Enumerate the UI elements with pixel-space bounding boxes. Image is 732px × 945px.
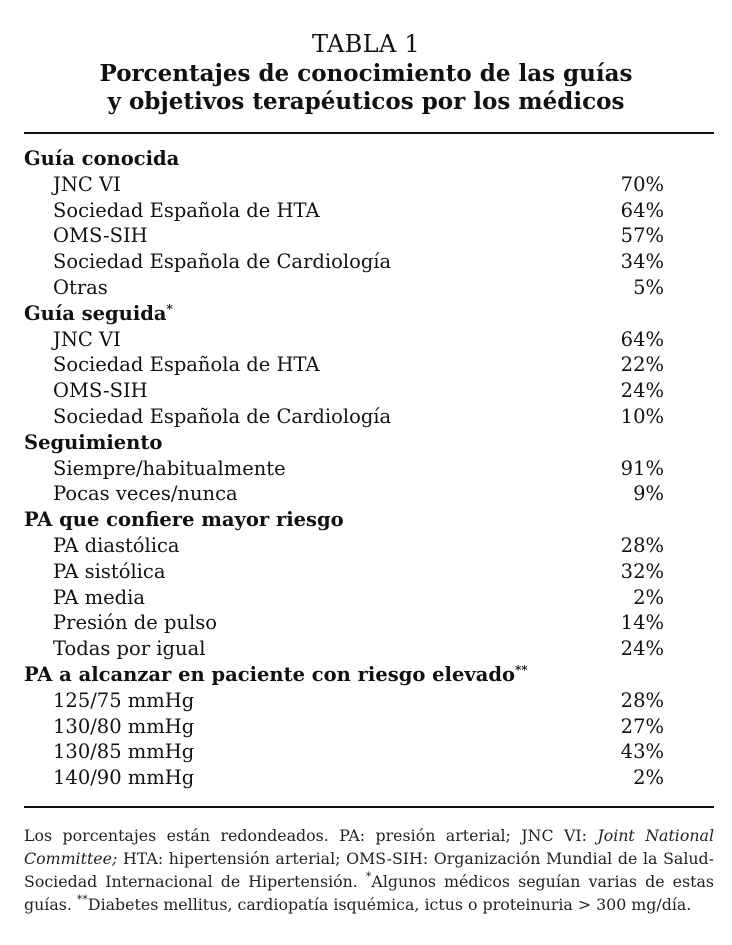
row-label: OMS-SIH [53, 224, 148, 248]
table-row [24, 559, 664, 585]
footnote-part-4: Diabetes mellitus, cardiopatía isquémica, ictus o proteinuria > 300 mg/día. [87, 895, 692, 914]
table-body [24, 146, 664, 791]
row-value: 28% [620, 533, 664, 557]
bottom-rule [24, 806, 714, 808]
table-row [24, 327, 664, 353]
table-row [24, 714, 664, 740]
title-line-1: Porcentajes de conocimiento de las guías [99, 60, 633, 87]
section-heading [24, 301, 173, 327]
table-section [24, 662, 664, 791]
section-heading-marker: ** [514, 662, 528, 677]
top-rule [24, 132, 714, 134]
section-heading [24, 430, 162, 456]
table-row [24, 636, 664, 662]
section-heading [24, 662, 528, 688]
row-value: 24% [620, 379, 664, 403]
row-value: 28% [620, 688, 664, 712]
row-label: Sociedad Española de Cardiología [53, 250, 392, 274]
row-label: 130/80 mmHg [53, 714, 195, 738]
table-row [24, 275, 664, 301]
row-value: 32% [620, 559, 664, 583]
row-label: 125/75 mmHg [53, 688, 195, 712]
row-label: JNC VI [53, 327, 121, 351]
row-label: PA sistólica [53, 559, 166, 583]
row-value: 27% [620, 714, 664, 738]
table-row [24, 765, 664, 791]
row-value: 57% [620, 224, 664, 248]
row-label: Pocas veces/nunca [53, 482, 238, 506]
table-row [24, 610, 664, 636]
row-label: 130/85 mmHg [53, 740, 195, 764]
table-label: TABLA 1 [312, 30, 420, 58]
footnote-part-1: Los porcentajes están redondeados. PA: presión arterial; JNC VI: [24, 826, 598, 845]
table-row [24, 481, 664, 507]
section-heading-marker: * [166, 301, 173, 316]
row-value: 91% [620, 456, 664, 480]
table-row [24, 739, 664, 765]
row-label: Siempre/habitualmente [53, 456, 286, 480]
section-heading-row [24, 662, 664, 688]
row-label: Presión de pulso [53, 611, 217, 635]
table-row [24, 172, 664, 198]
footnote [24, 824, 714, 916]
section-heading-row [24, 301, 664, 327]
row-label: PA diastólica [53, 533, 180, 557]
section-heading-text: Seguimiento [24, 430, 163, 454]
row-label: JNC VI [53, 172, 121, 196]
row-value: 43% [620, 740, 664, 764]
table-row [24, 533, 664, 559]
table-row [24, 456, 664, 482]
row-label: Otras [53, 275, 108, 299]
row-label: PA media [53, 585, 145, 609]
table-row [24, 404, 664, 430]
row-value: 70% [620, 172, 664, 196]
row-label: OMS-SIH [53, 379, 148, 403]
table-section [24, 507, 664, 662]
row-label: 140/90 mmHg [53, 766, 195, 790]
row-value: 9% [633, 482, 664, 506]
footnote-part-2: HTA: hipertensión arterial; OMS-SIH: Organización Mundial de la Salud-Sociedad Internacional de Hipertensión. [24, 849, 714, 891]
footnote-joint-committee: Joint National Committee; [24, 826, 714, 868]
row-label: Sociedad Española de HTA [53, 198, 320, 222]
section-heading [24, 507, 344, 533]
table-row [24, 249, 664, 275]
row-value: 64% [620, 327, 664, 351]
row-value: 2% [633, 585, 664, 609]
table-section [24, 430, 664, 507]
section-heading-text: PA a alcanzar en paciente con riesgo elevado [24, 662, 515, 686]
row-value: 10% [620, 404, 664, 428]
footnote-part-3: Algunos médicos seguían varias de estas guías. [24, 872, 714, 914]
row-value: 64% [620, 198, 664, 222]
section-heading-text: Guía conocida [24, 147, 180, 170]
table-row [24, 198, 664, 224]
title-line-2: y objetivos terapéuticos por los médicos [107, 88, 625, 115]
table-row [24, 223, 664, 249]
row-value: 34% [620, 250, 664, 274]
row-value: 5% [633, 275, 664, 299]
table-title [0, 60, 732, 116]
table-section [24, 301, 664, 430]
table-row [24, 378, 664, 404]
table-row [24, 688, 664, 714]
row-label: Sociedad Española de HTA [53, 353, 320, 377]
section-heading-text: PA que confiere mayor riesgo [24, 508, 344, 532]
row-value: 14% [620, 611, 664, 635]
row-value: 2% [633, 766, 664, 790]
footnote-marker-2: ** [76, 893, 88, 906]
footnote-marker-1: * [365, 870, 372, 883]
row-value: 24% [620, 637, 664, 661]
section-heading [24, 146, 179, 172]
section-heading-row [24, 507, 664, 533]
section-heading-row [24, 430, 664, 456]
row-label: Todas por igual [53, 637, 206, 661]
table-section [24, 146, 664, 301]
section-heading-text: Guía seguida [24, 301, 167, 325]
row-label: Sociedad Española de Cardiología [53, 404, 392, 428]
table-row [24, 585, 664, 611]
row-value: 22% [620, 353, 664, 377]
table-row [24, 352, 664, 378]
section-heading-row [24, 146, 664, 172]
